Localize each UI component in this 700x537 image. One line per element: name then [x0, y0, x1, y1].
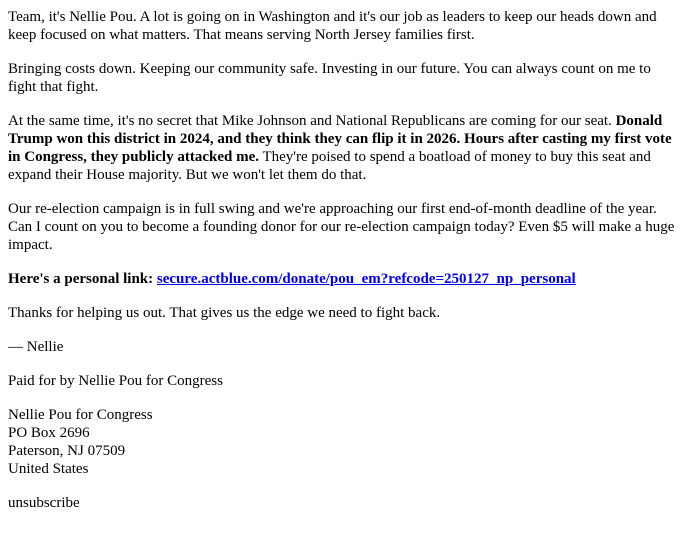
- paragraph-ask: Our re-election campaign is in full swing and we're approaching our first end-of-month deadline of the year. Can I count on you to become a founding donor for our re-election campaign today? Even $5 will make a huge impact.: [8, 201, 675, 253]
- address-city: Paterson, NJ 07509: [8, 443, 126, 459]
- signoff: — Nellie: [8, 339, 64, 355]
- mailing-address: [8, 406, 676, 478]
- paid-for-disclaimer: Paid for by Nellie Pou for Congress: [8, 373, 223, 389]
- paragraph-priorities: Bringing costs down. Keeping our community safe. Investing in our future. You can always count on me to fight that fight.: [8, 61, 651, 95]
- address-po-box: PO Box 2696: [8, 425, 90, 441]
- address-country: United States: [8, 461, 89, 477]
- paragraph-threat: [8, 112, 676, 184]
- threat-intro-text: At the same time, it's no secret that Mike Johnson and National Republicans are coming for our seat.: [8, 113, 616, 129]
- link-label: Here's a personal link:: [8, 271, 154, 287]
- unsubscribe-link[interactable]: unsubscribe: [8, 495, 80, 511]
- paragraph-thanks: Thanks for helping us out. That gives us the edge we need to fight back.: [8, 305, 441, 321]
- paragraph-intro: Team, it's Nellie Pou. A lot is going on in Washington and it's our job as leaders to keep our heads down and keep focused on what matters. That means serving North Jersey families first.: [8, 9, 657, 43]
- paragraph-link: [8, 270, 676, 288]
- threat-rest-text: They're poised to spend a boatload of money to buy this seat and expand their House majority. But we won't let them do that.: [8, 149, 651, 183]
- donate-link[interactable]: secure.actblue.com/donate/pou_em?refcode=250127_np_personal: [156, 271, 576, 287]
- address-name: Nellie Pou for Congress: [8, 407, 153, 423]
- threat-bold-text: Donald Trump won this district in 2024, and they think they can flip it in 2026. Hours after casting my first vote in Congress, they publicly attacked me.: [8, 113, 672, 165]
